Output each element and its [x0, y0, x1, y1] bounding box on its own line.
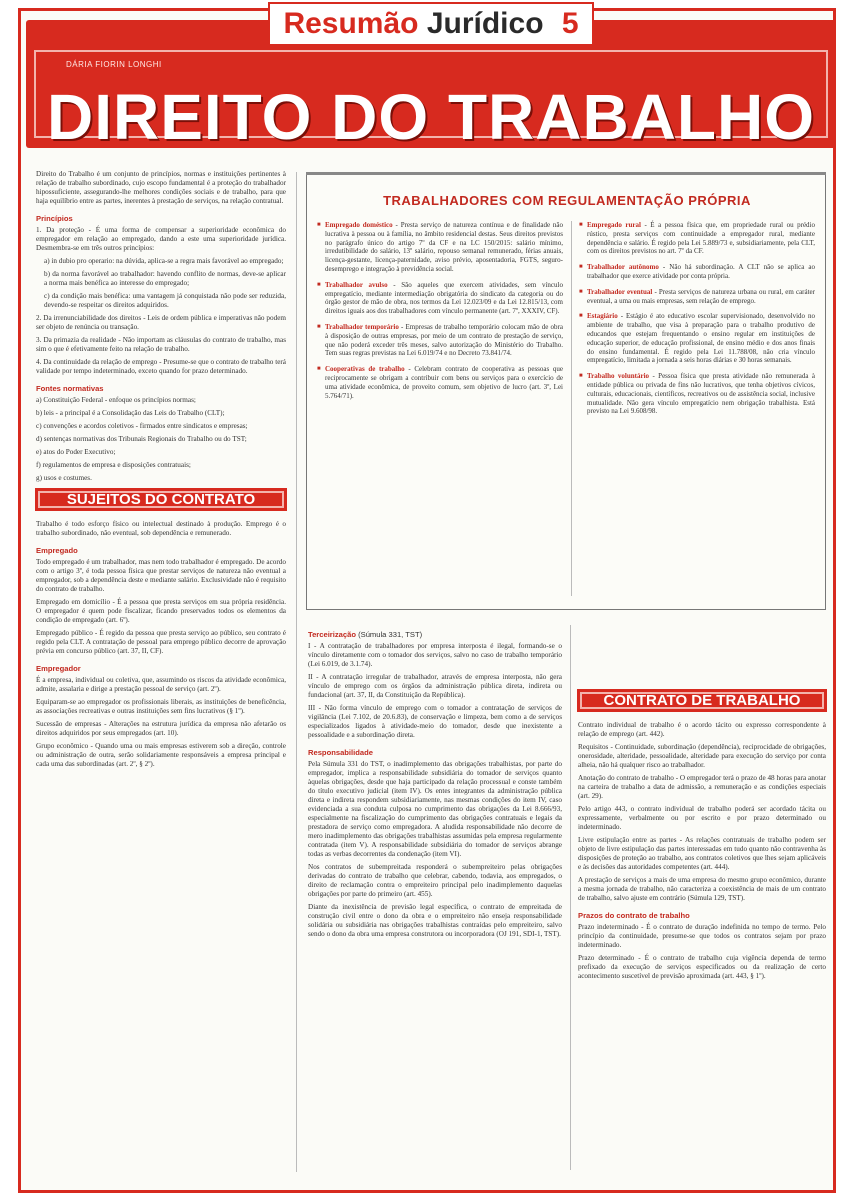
source-item: e) atos do Poder Executivo;: [36, 448, 116, 456]
series-name-part2: Jurídico: [426, 7, 544, 40]
principle-item: 3. Da primazia da realidade - Não importam as cláusulas do contrato de trabalho, mas sim o que é efetivamente feito na relação de trabalho.: [36, 336, 286, 353]
column-divider: [570, 625, 571, 1170]
series-logo: [268, 2, 594, 46]
worker-type-item: [579, 372, 815, 416]
liability-heading: Responsabilidade: [308, 748, 373, 757]
principle-item: 1. Da proteção - É uma forma de compensar a superioridade econômica do empregador em relação ao empregado, dando a este uma superioridade jurídica. Desmembra-se em três outros princípios:: [36, 226, 286, 252]
worker-type-key: Empregado doméstico: [325, 221, 393, 229]
regulated-workers-box: [306, 172, 826, 610]
worker-type-text: - Celebram contrato de cooperativa as pessoas que reciprocamente se obrigam a contribuir com bens ou serviços para o exercício de uma atividade econômica, de proveito comum, sem objetivo de lucro (art. 3º, Lei 5.764/71).: [325, 365, 563, 400]
worker-type-key: Trabalhador eventual: [587, 287, 653, 296]
worker-type-item: [317, 365, 563, 400]
worker-type-text: - Pessoa física que presta atividade não remunerada à entidade pública ou privada de fins não lucrativos, que tenha objetivos cívicos, culturais, educacionais, científicos, recreativos ou de assistência social, inclusive mutualidade. Não gera vínculo empregatício nem obrigação trabalhista. Está previsto na Lei 9.608/98.: [587, 372, 815, 416]
employee-text: Todo empregado é um trabalhador, mas nem todo trabalhador é empregado. De acordo com o artigo 3º, é toda pessoa física que prestar serviços de natureza não eventual a empregador, sob a dependência deste e mediante salário. Exclusividade não é requisito do contrato de trabalho.: [36, 558, 286, 593]
source-item: b) leis - a principal é a Consolidação das Leis do Trabalho (CLT);: [36, 409, 225, 417]
worker-type-item: [317, 221, 563, 274]
page-title: DIREITO DO TRABALHO: [46, 81, 816, 153]
liability-paragraph: Nos contratos de subempreitada responderá o subempreiteiro pelas obrigações derivadas do contrato de trabalho que celebrar, cabendo, todavia, aos empregados, o direito de reclamação contra o empreiteiro principal pelo inadimplemento daquelas obrigações por parte do primeiro (art. 455).: [308, 863, 562, 898]
source-item: d) sentenças normativas dos Tribunais Regionais do Trabalho ou do TST;: [36, 435, 247, 443]
box-top-rule: [306, 172, 826, 175]
outsourcing-item: I - A contratação de trabalhadores por empresa interposta é ilegal, formando-se o vínculo diretamente com o tomador dos serviços, salvo no caso de trabalho temporário (Lei 6.019, de 3.1.74).: [308, 642, 562, 668]
author-name: DÁRIA FIORIN LONGHI: [66, 60, 162, 69]
intro-paragraph: Direito do Trabalho é um conjunto de princípios, normas e instituições pertinentes à relação de trabalho subordinado, cujo escopo fundamental é a proteção do trabalhador hipossuficiente, assegurando-lhe melhores condições sociais e de trabalho, para que haja equilíbrio entre as partes, inerentes à prestação de serviços, na relação contratual.: [36, 170, 286, 205]
worker-type-item: [579, 221, 815, 256]
contract-section-title: CONTRATO DE TRABALHO: [578, 690, 826, 711]
employee-public-text: Empregado público - É regido da pessoa que presta serviço ao público, seu contrato é regido pela CLT. A contratação de pessoal para emprego público decorre de aprovação prévia em concurso público (art. 37, II, CF).: [36, 629, 286, 655]
employer-text-2: Equiparam-se ao empregador os profissionais liberais, as instituições de beneficência, as associações recreativas e outras instituições sem fins lucrativos (§ 1º).: [36, 698, 286, 715]
contract-annotation: Anotação do contrato de trabalho - O empregador terá o prazo de 48 horas para anotar na carteira de trabalho a data de admissão, a remuneração e as condições especiais (art. 29).: [578, 774, 826, 800]
outsourcing-item: II - A contratação irregular de trabalhador, através de empresa interposta, não gera vínculo de emprego com os órgãos da administração pública direta, indireta ou fundacional (art. 37, II, da Constituição da República).: [308, 673, 562, 699]
employer-heading: Empregador: [36, 664, 81, 673]
employee-heading: Empregado: [36, 546, 78, 555]
principle-item: 2. Da irrenunciabilidade dos direitos - Leis de ordem pública e imperativas não podem ser objeto de renúncia ou transação.: [36, 314, 286, 331]
succession-text: Sucessão de empresas - Alterações na estrutura jurídica da empresa não afetarão os direitos adquiridos por seus empregados (art. 10).: [36, 720, 286, 737]
source-item: g) usos e costumes.: [36, 474, 92, 482]
employer-text: É a empresa, individual ou coletiva, que, assumindo os riscos da atividade econômica, admite, assalaria e dirige a prestação pessoal de serviço (art. 2º).: [36, 676, 286, 693]
principle-item: a) in dubio pro operario: na dúvida, aplica-se a regra mais favorável ao empregado;: [44, 257, 284, 265]
indefinite-term: Prazo indeterminado - É o contrato de duração indefinida no tempo de termo. Pelo princípio da continuidade, presume-se que todos os contratos sejam por prazo indeterminado.: [578, 923, 826, 949]
box-divider: [571, 221, 572, 596]
worker-type-key: Trabalhador temporário: [325, 322, 399, 331]
column-divider: [296, 172, 297, 1172]
worker-type-key: Estagiário: [587, 312, 618, 321]
worker-type-key: Trabalhador avulso: [325, 280, 388, 289]
worker-type-item: [579, 288, 815, 306]
worker-type-text: - São aqueles que exercem atividades, sem vínculo empregatício, mediante intermediação obrigatória do sindicato da categoria ou do órgão gestor de mão de obra, nos termos da Lei 12.023/09 e da Lei 12.815/13, com direitos iguais aos dos trabalhadores com vínculo permanente (art. 7º, XXXIV, CF).: [325, 280, 563, 316]
series-number: 5: [561, 7, 579, 40]
regulated-workers-title: TRABALHADORES COM REGULAMENTAÇÃO PRÓPRIA: [383, 193, 751, 208]
liability-paragraph: Pela Súmula 331 do TST, o inadimplemento das obrigações trabalhistas, por parte do empregador, implica a responsabilidade subsidiária do tomador de serviços quanto àquelas obrigações, desde que haja participado da relação processual e conste também do título executivo judicial (item IV). Os entes integrantes da administração pública direta e indireta respondem subsidiariamente, nas mesmas condições do item IV, caso evidenciada a sua conduta culposa no cumprimento das obrigações da Lei 8.666/93, especialmente na fiscalização do cumprimento das obrigações contratuais e legais da prestadora de serviço como empregadora. A aludida responsabilidade não decorre de mero inadimplemento das obrigações trabalhistas assumidas pela empresa regularmente contratada (item V). A responsabilidade subsidiária do tomador de serviços abrange todas as verbas decorrentes da condenação (item VI).: [308, 760, 562, 858]
terms-heading: Prazos do contrato de trabalho: [578, 911, 690, 920]
contract-art443: Pelo artigo 443, o contrato individual de trabalho poderá ser acordado tácita ou expressamente, verbalmente ou por escrito e por prazo determinado ou indeterminado.: [578, 805, 826, 831]
worker-type-text: - Presta serviços de natureza urbana ou rural, em caráter eventual, a uma ou mais empresas, sem relação de emprego.: [587, 287, 815, 305]
worker-type-item: [317, 281, 563, 316]
principle-item: c) da condição mais benéfica: uma vantagem já conquistada não pode ser reduzida, devendo-se respeitar os direitos adquiridos.: [44, 292, 286, 309]
middle-column: [308, 630, 562, 943]
outsourcing-heading: [308, 630, 562, 639]
employee-home-text: Empregado em domicílio - É a pessoa que presta serviços em sua própria residência. O empregador é quem pode fiscalizar, ficando preservados todos os elementos da condição de empregado (art. 6º).: [36, 598, 286, 624]
right-column: [578, 690, 826, 985]
contract-requirements: Requisitos - Continuidade, subordinação (dependência), reciprocidade de obrigações, onerosidade, alteridade, pessoalidade, alteridade para execução do serviço por conta alheia, não há qualquer risco ao trabalhador.: [578, 743, 826, 769]
worker-type-text: - Não há subordinação. A CLT não se aplica ao trabalhador que exerce atividade por conta própria.: [587, 263, 815, 280]
left-column: [36, 170, 286, 773]
worker-type-key: Cooperativas de trabalho: [325, 365, 405, 374]
subjects-intro: Trabalho é todo esforço físico ou intelectual destinado à produção. Emprego é o trabalho subordinado, não eventual, sob dependência e remunerado.: [36, 520, 286, 537]
worker-type-key: Trabalho voluntário: [587, 372, 650, 381]
source-item: f) regulamentos de empresa e disposições contratuais;: [36, 461, 191, 469]
source-item: a) Constituição Federal - enfoque os princípios normas;: [36, 396, 196, 404]
subjects-section-title: SUJEITOS DO CONTRATO: [36, 489, 286, 510]
worker-type-text: - Estágio é ato educativo escolar supervisionado, desenvolvido no ambiente de trabalho, que visa à preparação para o trabalho produtivo de educandos que estejam frequentando o ensino regular em instituições de educação superior, de educação profissional, de ensino médio e dos anos finais do ensino fundamental. É regido pela Lei 11.788/08, não cria vínculo empregatício, limitada a jornada a seis horas diárias e 30 horas semanais.: [587, 312, 816, 365]
sources-heading: Fontes normativas: [36, 384, 104, 393]
contract-free-stipulation: Livre estipulação entre as partes - As relações contratuais de trabalho podem ser objeto de livre estipulação das partes interessadas em tudo quanto não contravenha às disposições de proteção ao trabalho, aos contratos coletivos que lhes sejam aplicáveis e às decisões das autoridades competentes (art. 444).: [578, 836, 826, 871]
worker-type-key: Empregado rural: [587, 221, 641, 229]
regulated-right-col: [579, 221, 815, 423]
worker-type-key: Trabalhador autônomo: [587, 263, 659, 272]
outsourcing-heading-text: Terceirização: [308, 630, 356, 639]
worker-type-item: [579, 263, 815, 281]
worker-type-item: [317, 323, 563, 358]
liability-paragraph: Diante da inexistência de previsão legal específica, o contrato de empreitada de construção civil entre o dono da obra e o empreiteiro não enseja responsabilidade solidária ou subsidiária nas obrigações trabalhistas contraídas pelo empreiteiro, salvo sendo o dono da obra uma empresa construtora ou incorporadora (OJ 191, SDI-1, TST).: [308, 903, 562, 938]
outsourcing-reference: (Súmula 331, TST): [358, 630, 423, 639]
principle-item: 4. Da continuidade da relação de emprego - Presume-se que o contrato de trabalho terá validade por tempo indeterminado, exceto quando for prazo determinado.: [36, 358, 286, 375]
worker-type-text: - É a pessoa física que, em propriedade rural ou prédio rústico, presta serviços com continuidade a empregador rural, mediante dependência e salário. É regido pela Lei 5.889/73 e, subsidiariamente, pela CLT, com os direitos previstos no art. 7º da CF.: [587, 221, 815, 256]
contract-service-group: A prestação de serviços a mais de uma empresa do mesmo grupo econômico, durante a mesma jornada de trabalho, não caracteriza a coexistência de mais de um contrato de trabalho, salvo ajuste em contrário (Súmula 129, TST).: [578, 876, 826, 902]
regulated-left-col: [317, 221, 563, 407]
outsourcing-item: III - Não forma vínculo de emprego com o tomador a contratação de serviços de vigilância (Lei 7.102, de 20.6.83), de conservação e limpeza, bem como a de serviços especializados ligados à atividade-meio do tomador, desde que inexistente a pessoalidade e a subordinação direta.: [308, 704, 562, 739]
source-item: c) convenções e acordos coletivos - firmados entre sindicatos e empresas;: [36, 422, 248, 430]
series-name-part1: Resumão: [283, 7, 419, 40]
definite-term: Prazo determinado - É o contrato de trabalho cuja vigência dependa de termo prefixado da execução de serviços especificados ou da realização de certo acontecimento suscetível de previsão aproximada (art. 443, § 1º).: [578, 954, 826, 980]
principle-item: b) da norma favorável ao trabalhador: havendo conflito de normas, deve-se aplicar a norma mais benéfica ao interesse do empregado;: [44, 270, 286, 287]
worker-type-text: - Presta serviço de natureza contínua e de finalidade não lucrativa à pessoa ou à família, no âmbito residencial destas. Seus direitos previstos no parágrafo único do artigo 7º da CF e na LC 150/2015: salário mínimo, irredutibilidade do salário, 13º salário, repouso semanal remunerado, férias anuais, licença-gestante, licença-paternidade, aviso prévio, aposentadoria, FGTS, seguro-desemprego e integração à previdência social.: [325, 221, 564, 273]
principles-heading: Princípios: [36, 214, 73, 223]
contract-intro: Contrato individual de trabalho é o acordo tácito ou expresso correspondente à relação de emprego (art. 442).: [578, 721, 826, 738]
group-text: Grupo econômico - Quando uma ou mais empresas estiverem sob a direção, controle ou administração de outra, serão solidariamente responsáveis a empresa principal e cada uma das subordinadas (art. 2º, § 2º).: [36, 742, 286, 768]
worker-type-text: - Empresas de trabalho temporário colocam mão de obra à disposição de outras empresas, por meio de um contrato de prestação de serviço, que não poderá exceder três meses, salvo autorização do Ministério do Trabalho. Tem suas regras previstas na Lei 6.019/74 e no Decreto 73.841/74.: [325, 322, 563, 358]
worker-type-item: [579, 312, 815, 365]
